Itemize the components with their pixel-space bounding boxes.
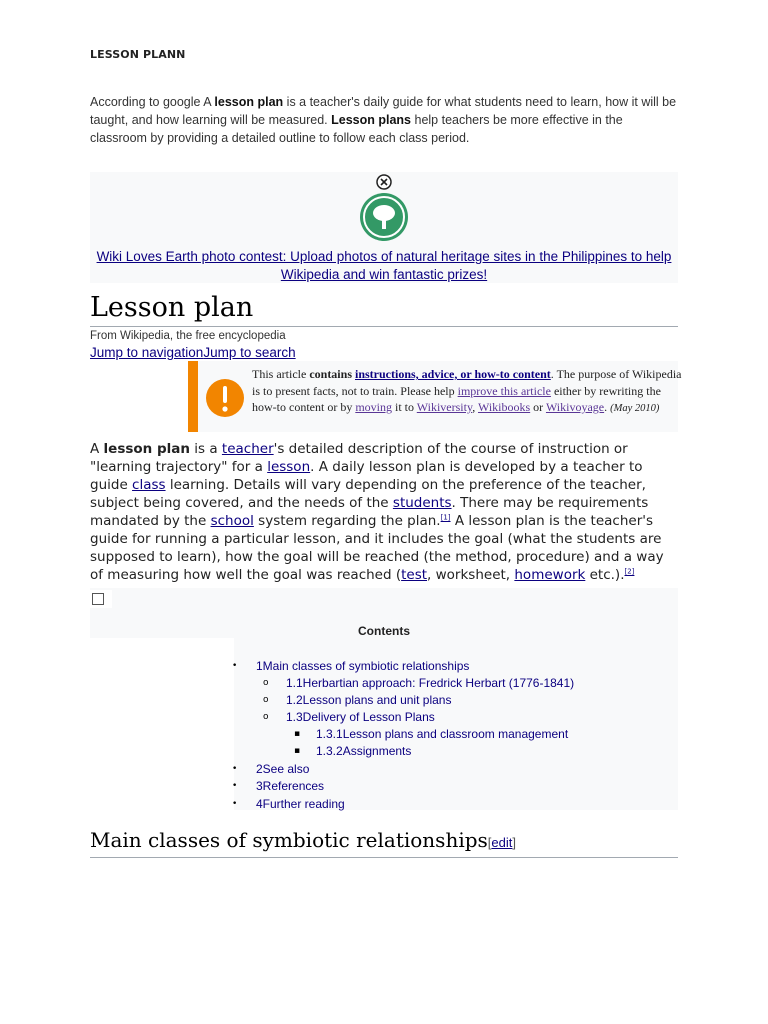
- close-circle-icon[interactable]: [376, 174, 392, 190]
- class-link[interactable]: class: [132, 477, 166, 493]
- ambox-bold-contains: contains: [309, 367, 355, 381]
- teacher-link[interactable]: teacher: [221, 441, 274, 457]
- site-tagline: From Wikipedia, the free encyclopedia: [90, 330, 286, 342]
- toc-notch: [90, 638, 234, 810]
- toc-bullet: •: [232, 764, 238, 774]
- section-heading: [90, 826, 678, 858]
- jump-links: [90, 345, 296, 360]
- toc-bullet: •: [232, 799, 238, 809]
- wikibooks-link[interactable]: Wikibooks: [477, 400, 531, 414]
- edit-bracket-open: [: [487, 835, 492, 850]
- edit-bracket-close: ]: [512, 835, 517, 850]
- banner-contest-link[interactable]: [90, 248, 678, 284]
- students-link[interactable]: students: [392, 495, 452, 511]
- body-text: . There may be requirements mandated by the: [90, 495, 649, 529]
- toc-bullet: o: [263, 695, 269, 705]
- body-text: . A daily lesson plan is developed by a teacher to guide: [90, 459, 643, 493]
- toc-item[interactable]: 2See also: [256, 762, 310, 776]
- edit-section-link[interactable]: edit: [491, 835, 513, 850]
- toc-item[interactable]: 1.2Lesson plans and unit plans: [286, 693, 452, 707]
- banner-link-text[interactable]: Wiki Loves Earth photo contest: Upload photos of natural heritage sites in the Philippines to help Wikipedia and win fantastic prizes!: [96, 249, 672, 282]
- intro-text: is a teacher's daily guide for what students need to learn, how it will be taught, and how learning will be measured.: [90, 95, 677, 127]
- improve-article-link[interactable]: improve this article: [457, 383, 551, 398]
- body-text: , worksheet,: [427, 567, 515, 583]
- toc-item[interactable]: 4Further reading: [256, 797, 345, 811]
- jump-to-navigation-link[interactable]: Jump to navigation: [90, 345, 204, 360]
- toc-item[interactable]: 1.1Herbartian approach: Fredrick Herbart (1776-1841): [286, 676, 575, 690]
- section-title: Main classes of symbiotic relationships: [90, 828, 488, 852]
- body-text: A lesson plan is the teacher's guide for running a particular lesson, and it includes the goal (what the students are supposed to learn), how the goal will be reached (the method, procedure) and a way of measuring how well the goal was reached (: [90, 513, 664, 583]
- reference-2-link[interactable]: [2]: [624, 567, 635, 576]
- toc-bullet: o: [263, 678, 269, 688]
- message-box: [188, 361, 682, 432]
- body-text: 's detailed description of the course of instruction or "learning trajectory" for a: [90, 441, 628, 475]
- document-title: LESSON PLANN: [90, 48, 186, 61]
- message-box-text: [252, 366, 682, 418]
- body-bold-lesson-plan: lesson plan: [103, 441, 190, 457]
- ambox-text-part: . The purpose of Wikipedia is to present facts, not to train. Please help: [252, 367, 682, 398]
- wikiversity-link[interactable]: Wikiversity: [416, 400, 473, 414]
- homework-link[interactable]: homework: [514, 567, 586, 583]
- how-to-content-link[interactable]: instructions, advice, or how-to content: [355, 367, 551, 381]
- toc-bullet: •: [232, 661, 238, 671]
- toc-bullet: •: [232, 781, 238, 791]
- body-text: etc.).: [585, 567, 625, 583]
- test-link[interactable]: test: [401, 567, 428, 583]
- intro-paragraph: [90, 93, 680, 147]
- toc-item[interactable]: 3References: [256, 779, 325, 793]
- lesson-link[interactable]: lesson: [267, 459, 311, 475]
- school-link[interactable]: school: [210, 513, 254, 529]
- toc-item[interactable]: 1.3.1Lesson plans and classroom management: [316, 727, 569, 741]
- toc-bullet: ▪: [294, 729, 301, 739]
- body-text: system regarding the plan.: [253, 513, 441, 529]
- exclamation-icon: [206, 379, 244, 417]
- page-title: Lesson plan: [90, 290, 678, 327]
- toc-item[interactable]: 1.3Delivery of Lesson Plans: [286, 710, 435, 724]
- toc-item[interactable]: 1Main classes of symbiotic relationships: [256, 659, 470, 673]
- body-text: is a: [189, 441, 222, 457]
- article-paragraph: [90, 440, 680, 584]
- ambox-text-part: .: [604, 400, 611, 414]
- wikivoyage-link[interactable]: Wikivoyage: [545, 400, 605, 414]
- toc-toggle-checkbox[interactable]: [92, 593, 104, 605]
- body-text: learning. Details will vary depending on the preference of the teacher, subject being covered, and the needs of the: [90, 477, 646, 511]
- ambox-text-part: or: [530, 400, 546, 414]
- toc-bullet: o: [263, 712, 269, 722]
- toc-item[interactable]: 1.3.2Assignments: [316, 744, 412, 758]
- toc-bullet: ▪: [294, 746, 301, 756]
- reference-1-link[interactable]: [1]: [440, 513, 451, 522]
- body-text: A: [90, 441, 104, 457]
- table-of-contents: [90, 588, 678, 810]
- intro-text: According to google A: [90, 95, 215, 109]
- moving-link[interactable]: moving: [355, 400, 392, 414]
- intro-text: help teachers be more effective in the classroom by providing a detailed outline to follow each class period.: [90, 113, 623, 145]
- site-notice-banner: [90, 172, 678, 283]
- ambox-text-part: This article: [252, 367, 310, 381]
- jump-to-search-link[interactable]: Jump to search: [203, 345, 296, 360]
- ambox-date: (May 2010): [610, 403, 660, 414]
- ambox-text-part: it to: [391, 400, 417, 414]
- intro-bold-lesson-plan: lesson plan: [214, 95, 284, 109]
- toc-title: Contents: [358, 624, 410, 638]
- tree-logo-icon: [359, 192, 409, 242]
- ambox-text-part: ,: [472, 400, 478, 414]
- intro-bold-lesson-plans: Lesson plans: [331, 113, 412, 127]
- ambox-text-part: either by rewriting the how-to content or by: [252, 383, 661, 414]
